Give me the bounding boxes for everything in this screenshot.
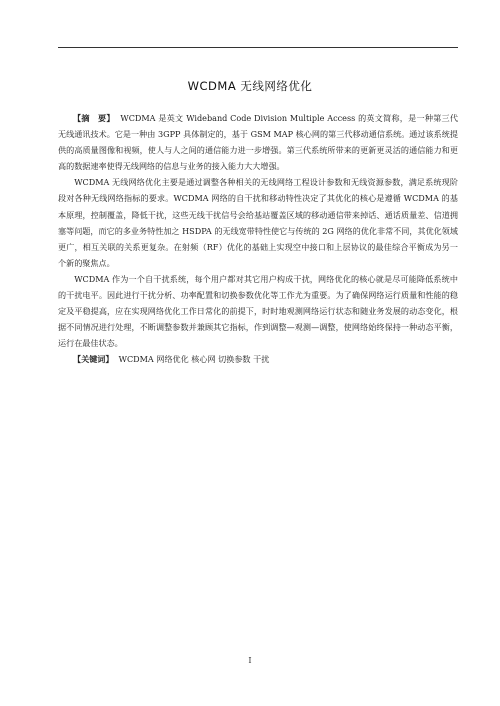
abstract-label: 【摘 要】 <box>73 113 115 123</box>
abstract-paragraph-1 <box>58 110 458 174</box>
abstract-text-1: WCDMA 是英文 Wideband Code Division Multiple Access 的英文简称，是一种第三代无线通讯技术。它是一种由 3GPP 具体制定的，基于 GSM MAP 核心网的第三代移动通信系统。通过该系统提供的高质量图像和视频，使人与人之间的通信能力进一步增强。第三代系统所带来的更新更灵活的通信能力和更高的数据速率使得无线网络的信息与业务的接入能力大大增强。 <box>58 113 458 172</box>
keywords-text: WCDMA 网络优化 核心网 切换参数 干扰 <box>118 354 270 365</box>
keywords-line <box>58 351 458 367</box>
document-title: WCDMA 无线网络优化 <box>187 79 313 93</box>
header-rule <box>58 47 458 48</box>
keywords-label: 【关键词】 <box>73 354 114 365</box>
abstract-paragraph-2: WCDMA 无线网络优化主要是通过调整各种相关的无线网络工程设计参数和无线资源参数，满足系统现阶段对各种无线网络指标的要求。WCDMA 网络的自干扰和移动特性决定了其优化的核心是遵循 WCDMA 的基本原理，控制覆盖，降低干扰，这些无线干扰信号会给基站覆盖区域的移动通信带来掉话、通话质量差、信道拥塞等问题，而它的多业务特性加之 HSDPA 的无线宽带特性使它与传统的 2G 网络的优化非常不同，其优化领域更广，相互关联的关系更复杂。在射频（RF）优化的基础上实现空中接口和上层协议的最佳综合平衡成为另一个新的聚焦点。 <box>58 177 458 268</box>
abstract-body <box>58 110 458 368</box>
page-number: I <box>248 656 252 665</box>
abstract-paragraph-3: WCDMA 作为一个自干扰系统，每个用户都对其它用户构成干扰，网络优化的核心就是尽可能降低系统中的干扰电平。因此进行干扰分析、功率配置和切换参数优化等工作尤为重要。为了确保网络运行质量和性能的稳定及平稳提高，应在实现网络优化工作日常化的前提下，时时地观测网络运行状态和随业务发展的动态变化，根据不同情况进行处理，不断调整参数并兼顾其它指标，作到调整—观测—调整，使网络始终保持一种动态平衡，运行在最佳状态。 <box>58 273 458 349</box>
